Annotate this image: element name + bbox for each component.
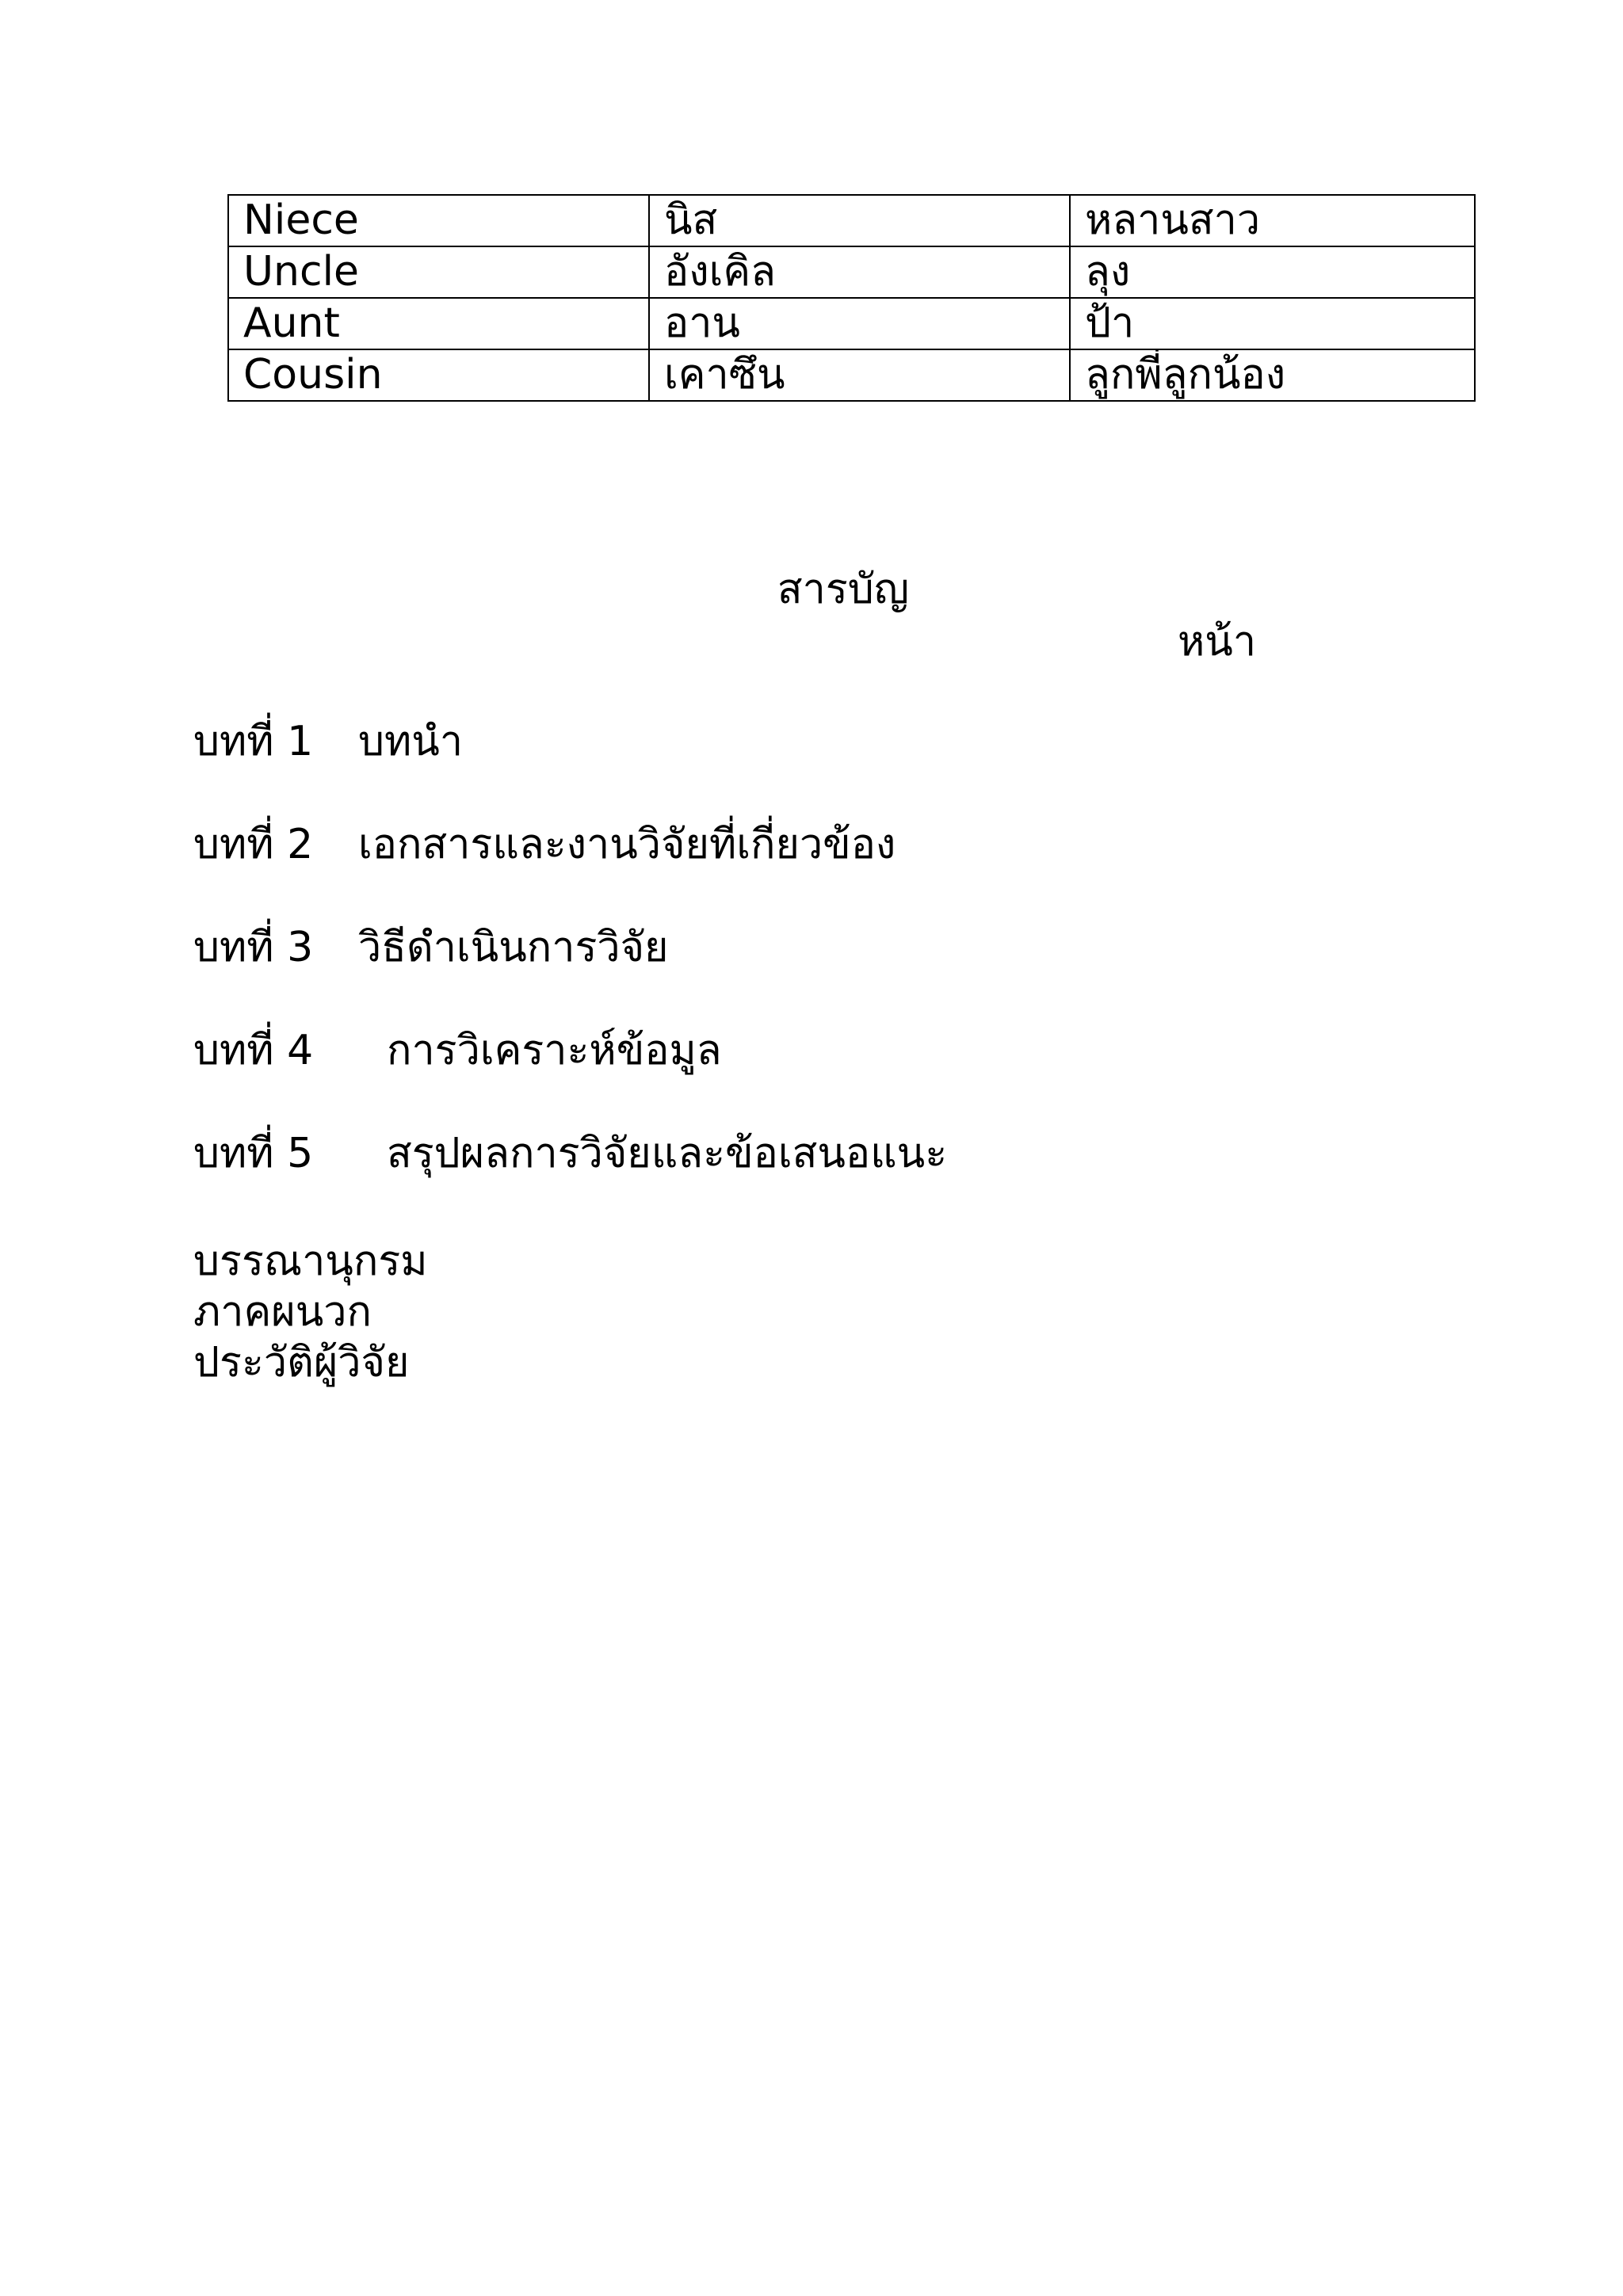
toc-chapter-1	[193, 713, 464, 770]
chapter-title: วิธีดำเนินการวิจัย	[358, 924, 669, 971]
toc-title: สารบัญ	[777, 566, 910, 613]
table-row	[228, 298, 1475, 349]
toc-chapter-5	[193, 1125, 948, 1182]
toc-bibliography: บรรณานุกรม	[193, 1238, 428, 1285]
chapter-number: บทที่ 1	[193, 718, 314, 765]
vocabulary-table	[227, 194, 1476, 402]
thai-meaning-cell: ป้า	[1070, 298, 1475, 349]
english-word-cell: Aunt	[228, 298, 649, 349]
table-row	[228, 349, 1475, 401]
reading-cell: อังเคิล	[649, 246, 1070, 298]
table-row	[228, 195, 1475, 246]
thai-meaning-cell: หลานสาว	[1070, 195, 1475, 246]
reading-cell: อาน	[649, 298, 1070, 349]
page-column-label: หน้า	[1178, 618, 1257, 666]
chapter-title: บทนำ	[358, 718, 464, 765]
table-row	[228, 246, 1475, 298]
chapter-number: บทที่ 2	[193, 821, 314, 868]
toc-chapter-3	[193, 919, 669, 976]
english-word-cell: Cousin	[228, 349, 649, 401]
chapter-number: บทที่ 4	[193, 1027, 314, 1074]
chapter-title: เอกสารและงานวิจัยที่เกี่ยวข้อง	[358, 821, 896, 868]
reading-cell: เคาซึน	[649, 349, 1070, 401]
toc-chapter-2	[193, 816, 896, 873]
toc-appendix: ภาคผนวก	[193, 1288, 372, 1336]
chapter-title: การวิเคราะห์ข้อมูล	[387, 1027, 722, 1074]
reading-cell: นิส	[649, 195, 1070, 246]
chapter-number: บทที่ 5	[193, 1130, 314, 1177]
thai-meaning-cell: ลุง	[1070, 246, 1475, 298]
toc-chapter-4	[193, 1022, 722, 1079]
english-word-cell: Uncle	[228, 246, 649, 298]
thai-meaning-cell: ลูกพี่ลูกน้อง	[1070, 349, 1475, 401]
chapter-number: บทที่ 3	[193, 924, 314, 971]
english-word-cell: Niece	[228, 195, 649, 246]
chapter-title: สรุปผลการวิจัยและข้อเสนอแนะ	[387, 1130, 948, 1177]
toc-researcher-bio: ประวัติผู้วิจัย	[193, 1339, 410, 1386]
